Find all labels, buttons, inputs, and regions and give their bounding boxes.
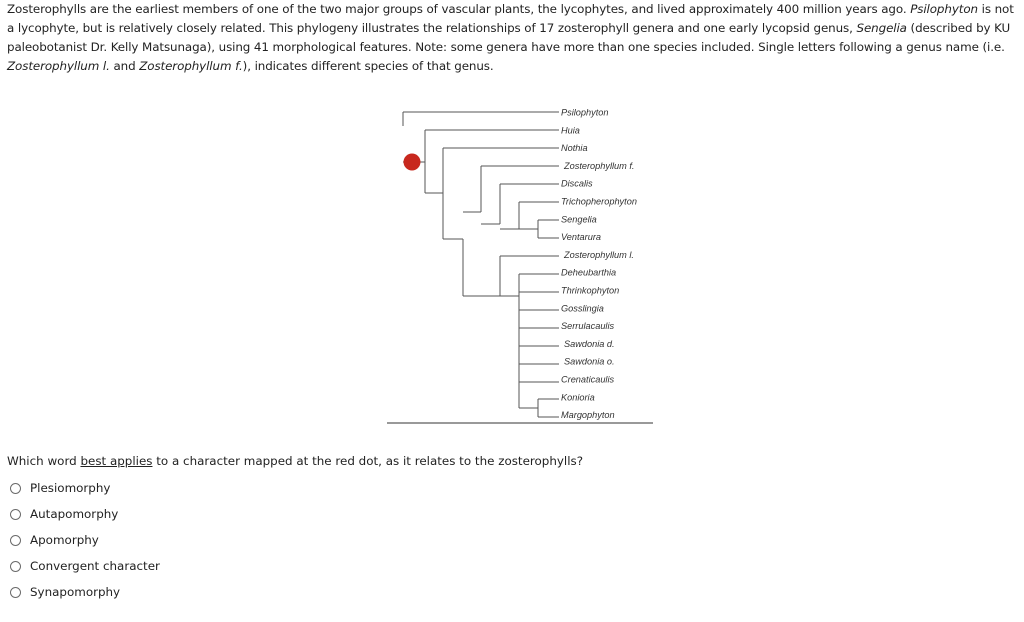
option-autapomorphy[interactable]	[10, 501, 160, 527]
taxon-label: Sengelia	[561, 214, 597, 225]
intro-psilophyton: Psilophyton	[910, 2, 978, 16]
option-plesiomorphy[interactable]	[10, 475, 160, 501]
taxon-label: Gosslingia	[561, 303, 604, 314]
taxon-label: Serrulacaulis	[561, 321, 615, 332]
option-label: Apomorphy	[30, 533, 99, 547]
radio-button[interactable]	[10, 535, 21, 546]
question-text-before: Which word	[7, 454, 81, 468]
intro-text-3: (described by KU paleobotanist Dr. Kelly Matsunaga), using 41 morphological features. Note: some genera have more than one species included. Single letters following a genus name (i.e.	[7, 21, 1011, 54]
intro-sengelia: Sengelia	[856, 21, 907, 35]
option-label: Autapomorphy	[30, 507, 119, 521]
option-synapomorphy[interactable]	[10, 579, 160, 605]
taxon-label: Deheubarthia	[561, 267, 617, 278]
taxon-label: Konioria	[561, 392, 595, 403]
intro-text-1: Zosterophylls are the earliest members of one of the two major groups of vascular plants, the lycophytes, and lived approximately 400 million years ago.	[7, 2, 911, 16]
option-label: Plesiomorphy	[30, 481, 111, 495]
option-label: Synapomorphy	[30, 585, 121, 599]
intro-text-2: is not a lycophyte, but is relatively closely related. This phylogeny illustrates the relationships of 17 zosterophyll genera and one early lycopsid genus,	[7, 2, 1014, 35]
taxon-label: Sawdonia d.	[564, 338, 615, 349]
intro-text-5: ), indicates different species of that genus.	[242, 59, 494, 73]
intro-zosterophyllum-f: Zosterophyllum f.	[139, 59, 243, 73]
taxon-label: Crenaticaulis	[561, 374, 615, 385]
radio-button[interactable]	[10, 561, 21, 572]
red-dot-marker	[404, 154, 421, 171]
taxa-labels	[561, 108, 637, 421]
taxon-label: Discalis	[561, 178, 593, 189]
option-convergent-character[interactable]	[10, 553, 160, 579]
taxon-label: Zosterophyllum f.	[564, 160, 635, 171]
taxon-label: Trichopherophyton	[561, 196, 637, 207]
taxon-label: Zosterophyllum l.	[564, 249, 634, 260]
taxon-label: Huia	[561, 125, 580, 136]
taxon-label: Sawdonia o.	[564, 356, 615, 367]
taxon-label: Ventarura	[561, 232, 602, 243]
taxon-label: Thrinkophyton	[561, 285, 620, 296]
taxon-label: Margophyton	[561, 410, 615, 421]
answer-options	[10, 475, 160, 605]
radio-button[interactable]	[10, 587, 21, 598]
intro-text-4: and	[109, 59, 140, 73]
intro-zosterophyllum-l: Zosterophyllum l.	[7, 59, 110, 73]
radio-button[interactable]	[10, 483, 21, 494]
option-apomorphy[interactable]	[10, 527, 160, 553]
option-label: Convergent character	[30, 559, 160, 573]
taxon-label: Nothia	[561, 143, 588, 154]
taxon-label: Psilophyton	[561, 107, 609, 118]
radio-button[interactable]	[10, 509, 21, 520]
question-text	[7, 452, 583, 470]
question-text-after: to a character mapped at the red dot, as it relates to the zosterophylls?	[152, 454, 584, 468]
question-emphasis: best applies	[80, 454, 153, 468]
